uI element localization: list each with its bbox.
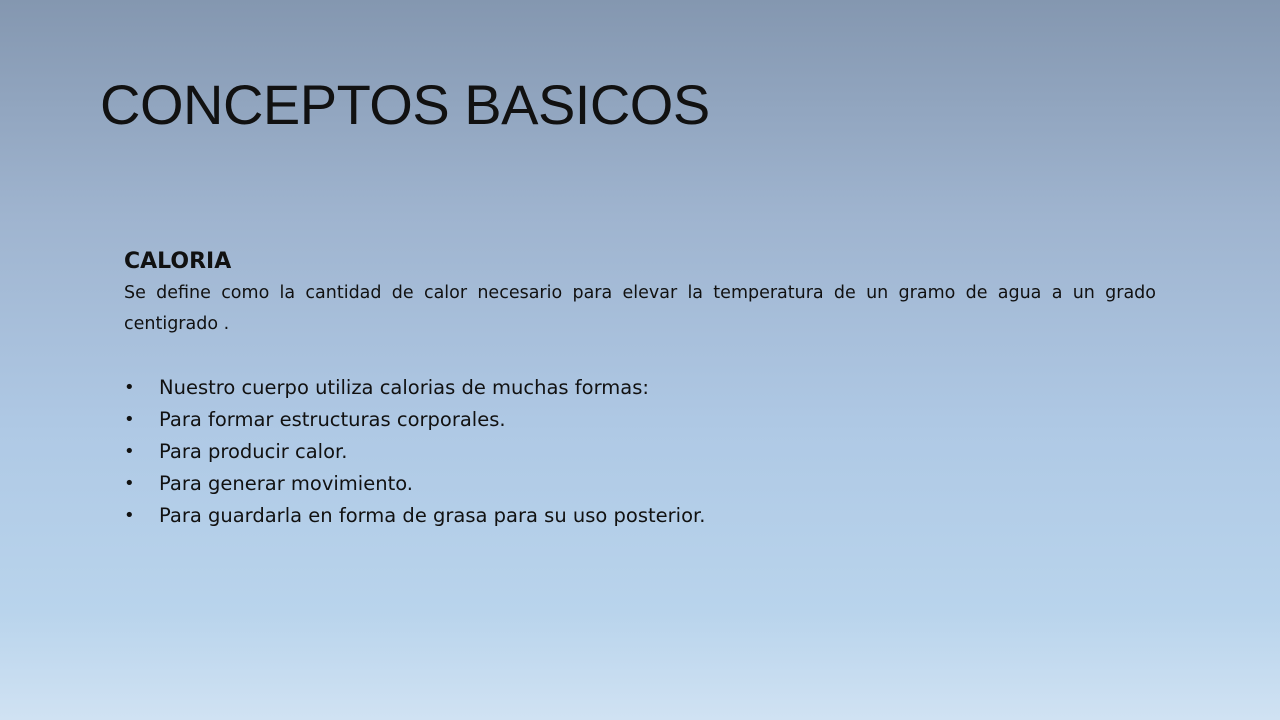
section-heading: CALORIA: [124, 249, 232, 274]
bullet-icon: •: [124, 409, 135, 430]
bullet-list: [124, 372, 1156, 532]
bullet-icon: •: [124, 377, 135, 398]
bullet-text: Nuestro cuerpo utiliza calorias de muchas formas:: [159, 376, 649, 399]
bullet-item: [124, 468, 1156, 500]
bullet-text: Para producir calor.: [159, 440, 348, 463]
bullet-icon: •: [124, 473, 135, 494]
bullet-text: Para generar movimiento.: [159, 472, 413, 495]
bullet-item: [124, 372, 1156, 404]
bullet-item: [124, 436, 1156, 468]
bullet-item: [124, 404, 1156, 436]
bullet-icon: •: [124, 505, 135, 526]
slide-content: [124, 246, 1156, 532]
slide-title: CONCEPTOS BASICOS: [100, 73, 710, 136]
definition-text: Se define como la cantidad de calor necesario para elevar la temperatura de un gramo de agua a un grado centigrado .: [124, 283, 1156, 334]
spacer: [124, 340, 1156, 372]
bullet-item: [124, 500, 1156, 532]
bullet-icon: •: [124, 441, 135, 462]
bullet-text: Para guardarla en forma de grasa para su uso posterior.: [159, 504, 706, 527]
bullet-text: Para formar estructuras corporales.: [159, 408, 506, 431]
